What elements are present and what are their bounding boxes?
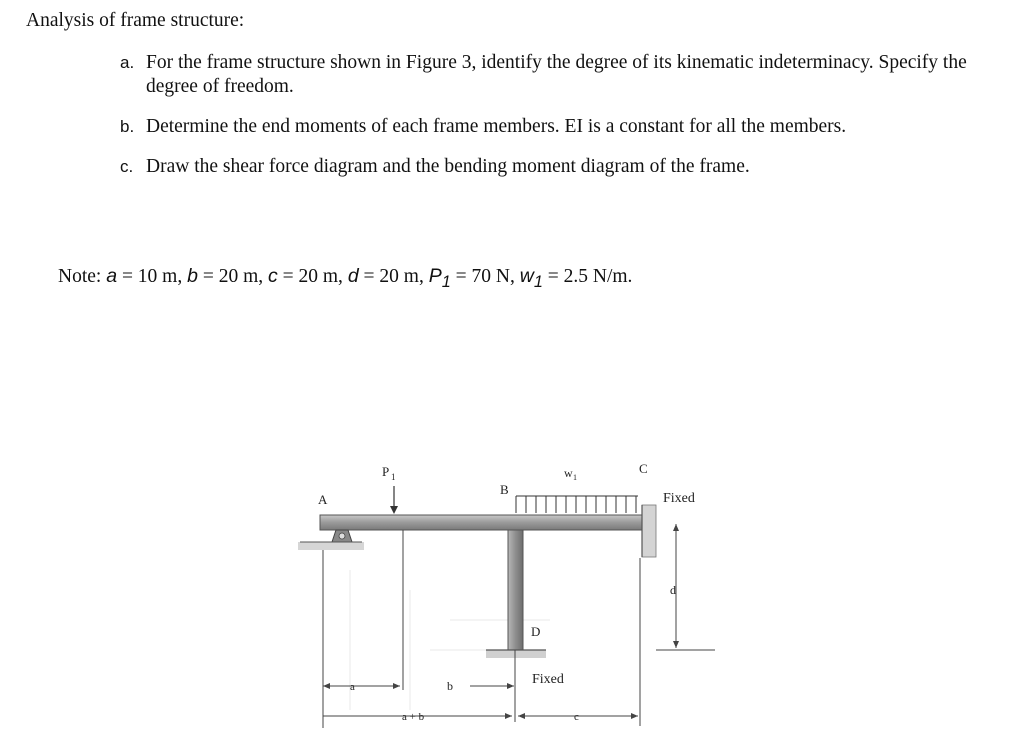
fixed-support-d [486,650,546,658]
question-text: For the frame structure shown in Figure 3, identify the degree of its kinematic indeterminacy. Specify the degree of freedom. [146,52,967,97]
label-a: A [318,492,328,507]
note-b-value: = 20 m, [197,266,269,287]
label-dim-c: c [574,711,579,723]
label-d: D [531,624,541,639]
note-d-value: = 20 m, [358,266,429,287]
question-marker: b. [120,117,135,136]
note-prefix: Note: [58,266,107,287]
given-values-note [58,264,632,294]
label-dim-b: b [447,679,453,693]
question-text: Draw the shear force diagram and the bending moment diagram of the frame. [146,156,750,177]
beam-ac [320,515,642,530]
label-dim-a: a [350,681,355,693]
label-fixed-c: Fixed [663,491,695,506]
note-p-symbol: P [428,265,442,287]
question-item-c [120,155,1000,179]
label-b: B [500,482,509,497]
question-marker: c. [120,157,134,176]
question-item-a [120,51,1000,99]
label-p1-subscript: 1 [391,472,396,482]
note-d-symbol: d [347,265,359,287]
pin-support-a [298,530,364,550]
note-p-subscript: 1 [441,272,451,291]
frame-diagram [290,450,720,740]
question-text: Determine the end moments of each frame members. EI is a constant for all the members. [146,116,847,137]
label-p1: P [382,464,390,479]
label-dim-d: d [670,583,676,597]
label-c: C [639,461,648,476]
note-p-value: = 70 N, [450,266,520,287]
note-w-subscript: 1 [533,272,543,291]
column-bd [508,530,523,650]
note-a-value: = 10 m, [117,266,188,287]
point-load-p1 [390,486,398,514]
note-c-symbol: c [268,265,278,287]
label-fixed-d: Fixed [532,672,564,687]
fixed-support-c [642,505,656,557]
frame-figure [290,450,720,740]
label-w1-subscript: 1 [573,473,577,482]
label-dim-a-plus-b: a + b [402,711,425,723]
distributed-load-w1 [516,496,638,513]
label-w1: w [564,466,573,480]
question-list [120,51,1000,179]
note-c-value: = 20 m, [277,266,348,287]
note-w-symbol: w [519,265,534,287]
note-b-symbol: b [187,265,198,287]
page-heading: Analysis of frame structure: [26,10,245,31]
question-item-b [120,115,1000,139]
note-a-symbol: a [106,265,118,287]
note-w-value: = 2.5 N/m. [542,266,633,287]
question-marker: a. [120,53,135,72]
